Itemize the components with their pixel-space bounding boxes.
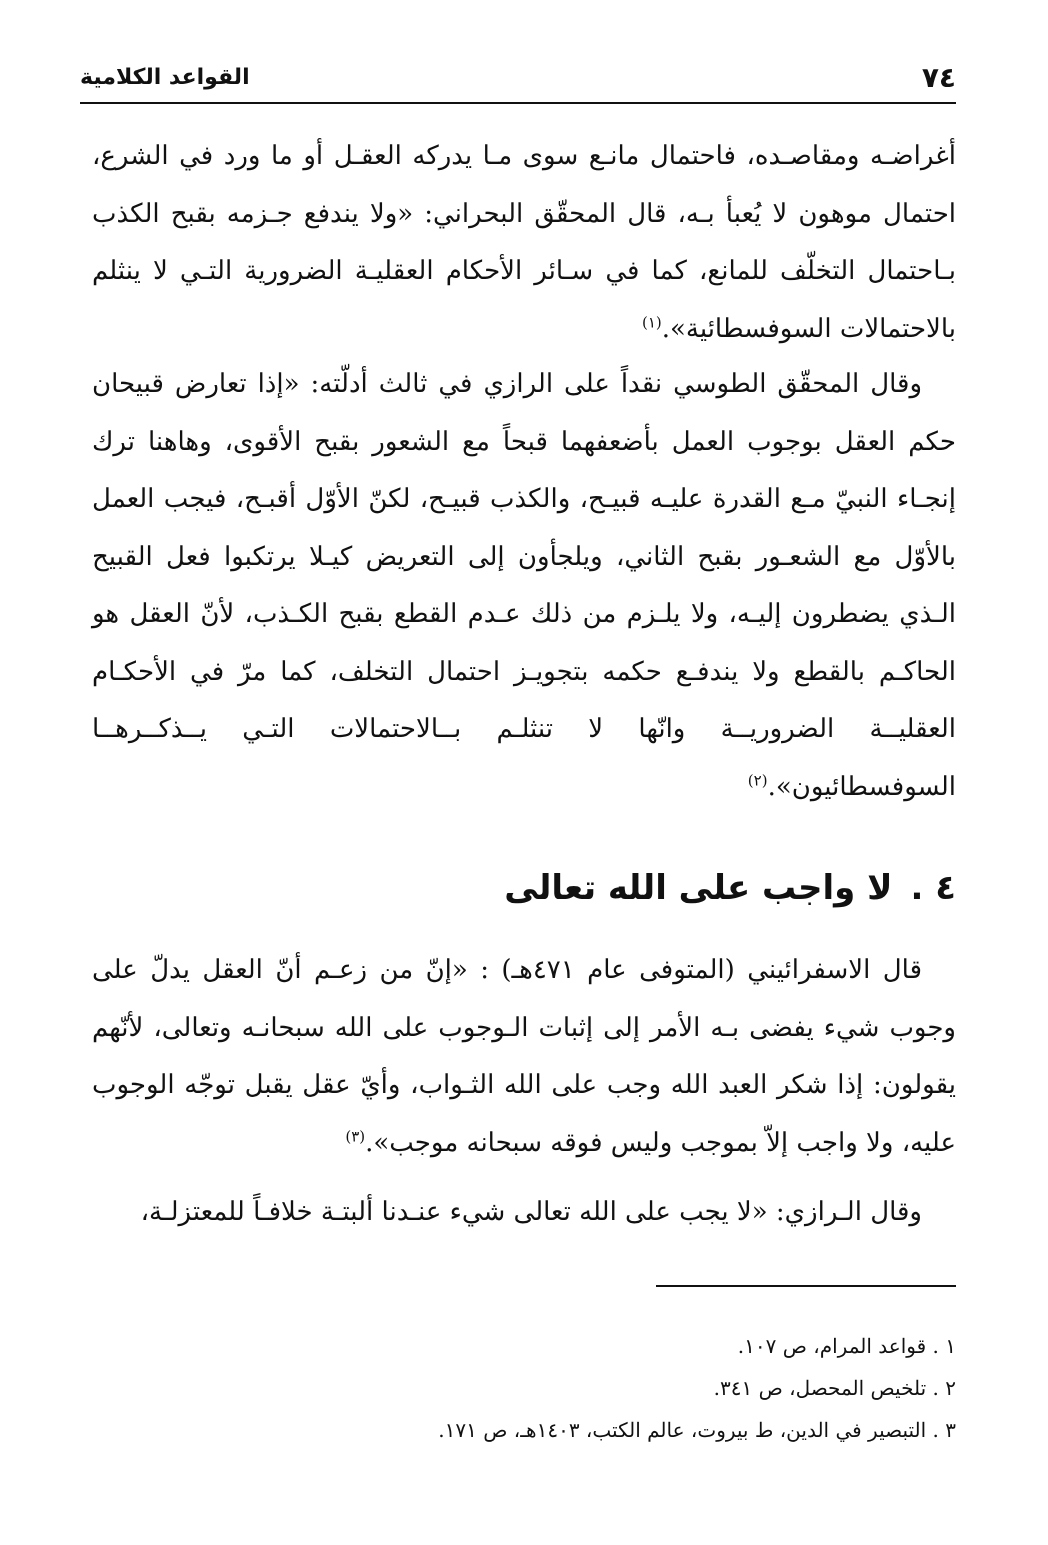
- paragraph-tusi-quote: [92, 356, 956, 816]
- paragraph-isfaraini-quote: [92, 942, 956, 1172]
- paragraph-4: وقال الـرازي: «لا يجب على الله تعالى شيء عنـدنا ألبتـة خلافـاً للمعتزلـة،: [140, 1197, 922, 1227]
- paragraph-1: [92, 128, 956, 358]
- paragraph-2: [92, 356, 956, 816]
- page-header: [80, 52, 956, 104]
- footnote-1: ١ . قواعد المرام، ص ١٠٧.: [737, 1334, 956, 1358]
- footnote-ref-1: (١): [641, 312, 662, 331]
- footnote-ref-3: (٣): [345, 1126, 366, 1145]
- footnotes: [92, 1325, 956, 1451]
- paragraph-2-text: وقال المحقّق الطوسي نقداً على الرازي في ثالث أدلّته: «إذا تعارض قبيحان حكم العقل بوجوب العمل بأضعفهما قبحاً مع الشعور بقبح الأقوى، وهاهنا ترك إنجـاء النبيّ مـع القدرة عليـه قبيـح، والكذب قبيـح، لكنّ الأوّل أقبـح، فيجب العمل بالأوّل مع الشعـور بقبح الثاني، ويلجأون إلى التعريض كيـلا يرتكبوا فعل القبيح الـذي يضطرون إليـه، ولا يلـزم من ذلك عـدم القطع بقبح الكـذب، لأنّ العقل هو الحاكـم بالقطع ولا يندفـع حكمه بتجويـز احتمال التخلف، كما مرّ في الأحكـام العقليــة الضروريــة وانّها لا تنثلـم بــالاحتمالات التـي يــذكــرهــا السوفسطائيون».: [92, 369, 956, 802]
- footnote-divider: [656, 1285, 956, 1287]
- footnote-2: ٢ . تلخيص المحصل، ص ٣٤١.: [713, 1376, 956, 1400]
- section-title: لا واجب على الله تعالى: [504, 868, 893, 908]
- page-number: ٧٤: [921, 60, 956, 94]
- paragraph-1-text: أغراضـه ومقاصـده، فاحتمال مانـع سوى مـا يدركه العقـل أو ما ورد في الشرع، احتمال موهون لا يُعبأ بـه، قال المحقّق البحراني: «ولا يندفع جـزمه بقبح الكذب بـاحتمال التخلّف للمانع، كما في سـائر الأحكام العقليـة الضرورية التـي لا ينثلم بالاحتمالات السوفسطائية».: [92, 141, 956, 344]
- paragraph-continuation: [92, 128, 956, 358]
- paragraph-3: [92, 942, 956, 1172]
- paragraph-razi-quote: [92, 1184, 956, 1242]
- section-number: ٤ .: [910, 868, 956, 908]
- paragraph-3-text: قال الاسفرائيني (المتوفى عام ٤٧١هـ) : «إنّ من زعـم أنّ العقل يدلّ على وجوب شيء يفضى بـه الأمر إلى إثبات الـوجوب على الله سبحانـه وتعالى، لأنّهم يقولون: إذا شكر العبد الله وجب على الله الثـواب، وأيّ عقل يقبل توجّه الوجوب عليه، ولا واجب إلاّ بموجب وليس فوقه سبحانه موجب».: [92, 955, 956, 1158]
- footnote-ref-2: (٢): [747, 770, 768, 789]
- running-title: القواعد الكلامية: [80, 64, 250, 90]
- section-heading: [504, 858, 956, 918]
- footnote-3: ٣ . التبصير في الدين، ط بيروت، عالم الكتب، ١٤٠٣هـ، ص ١٧١.: [438, 1418, 956, 1442]
